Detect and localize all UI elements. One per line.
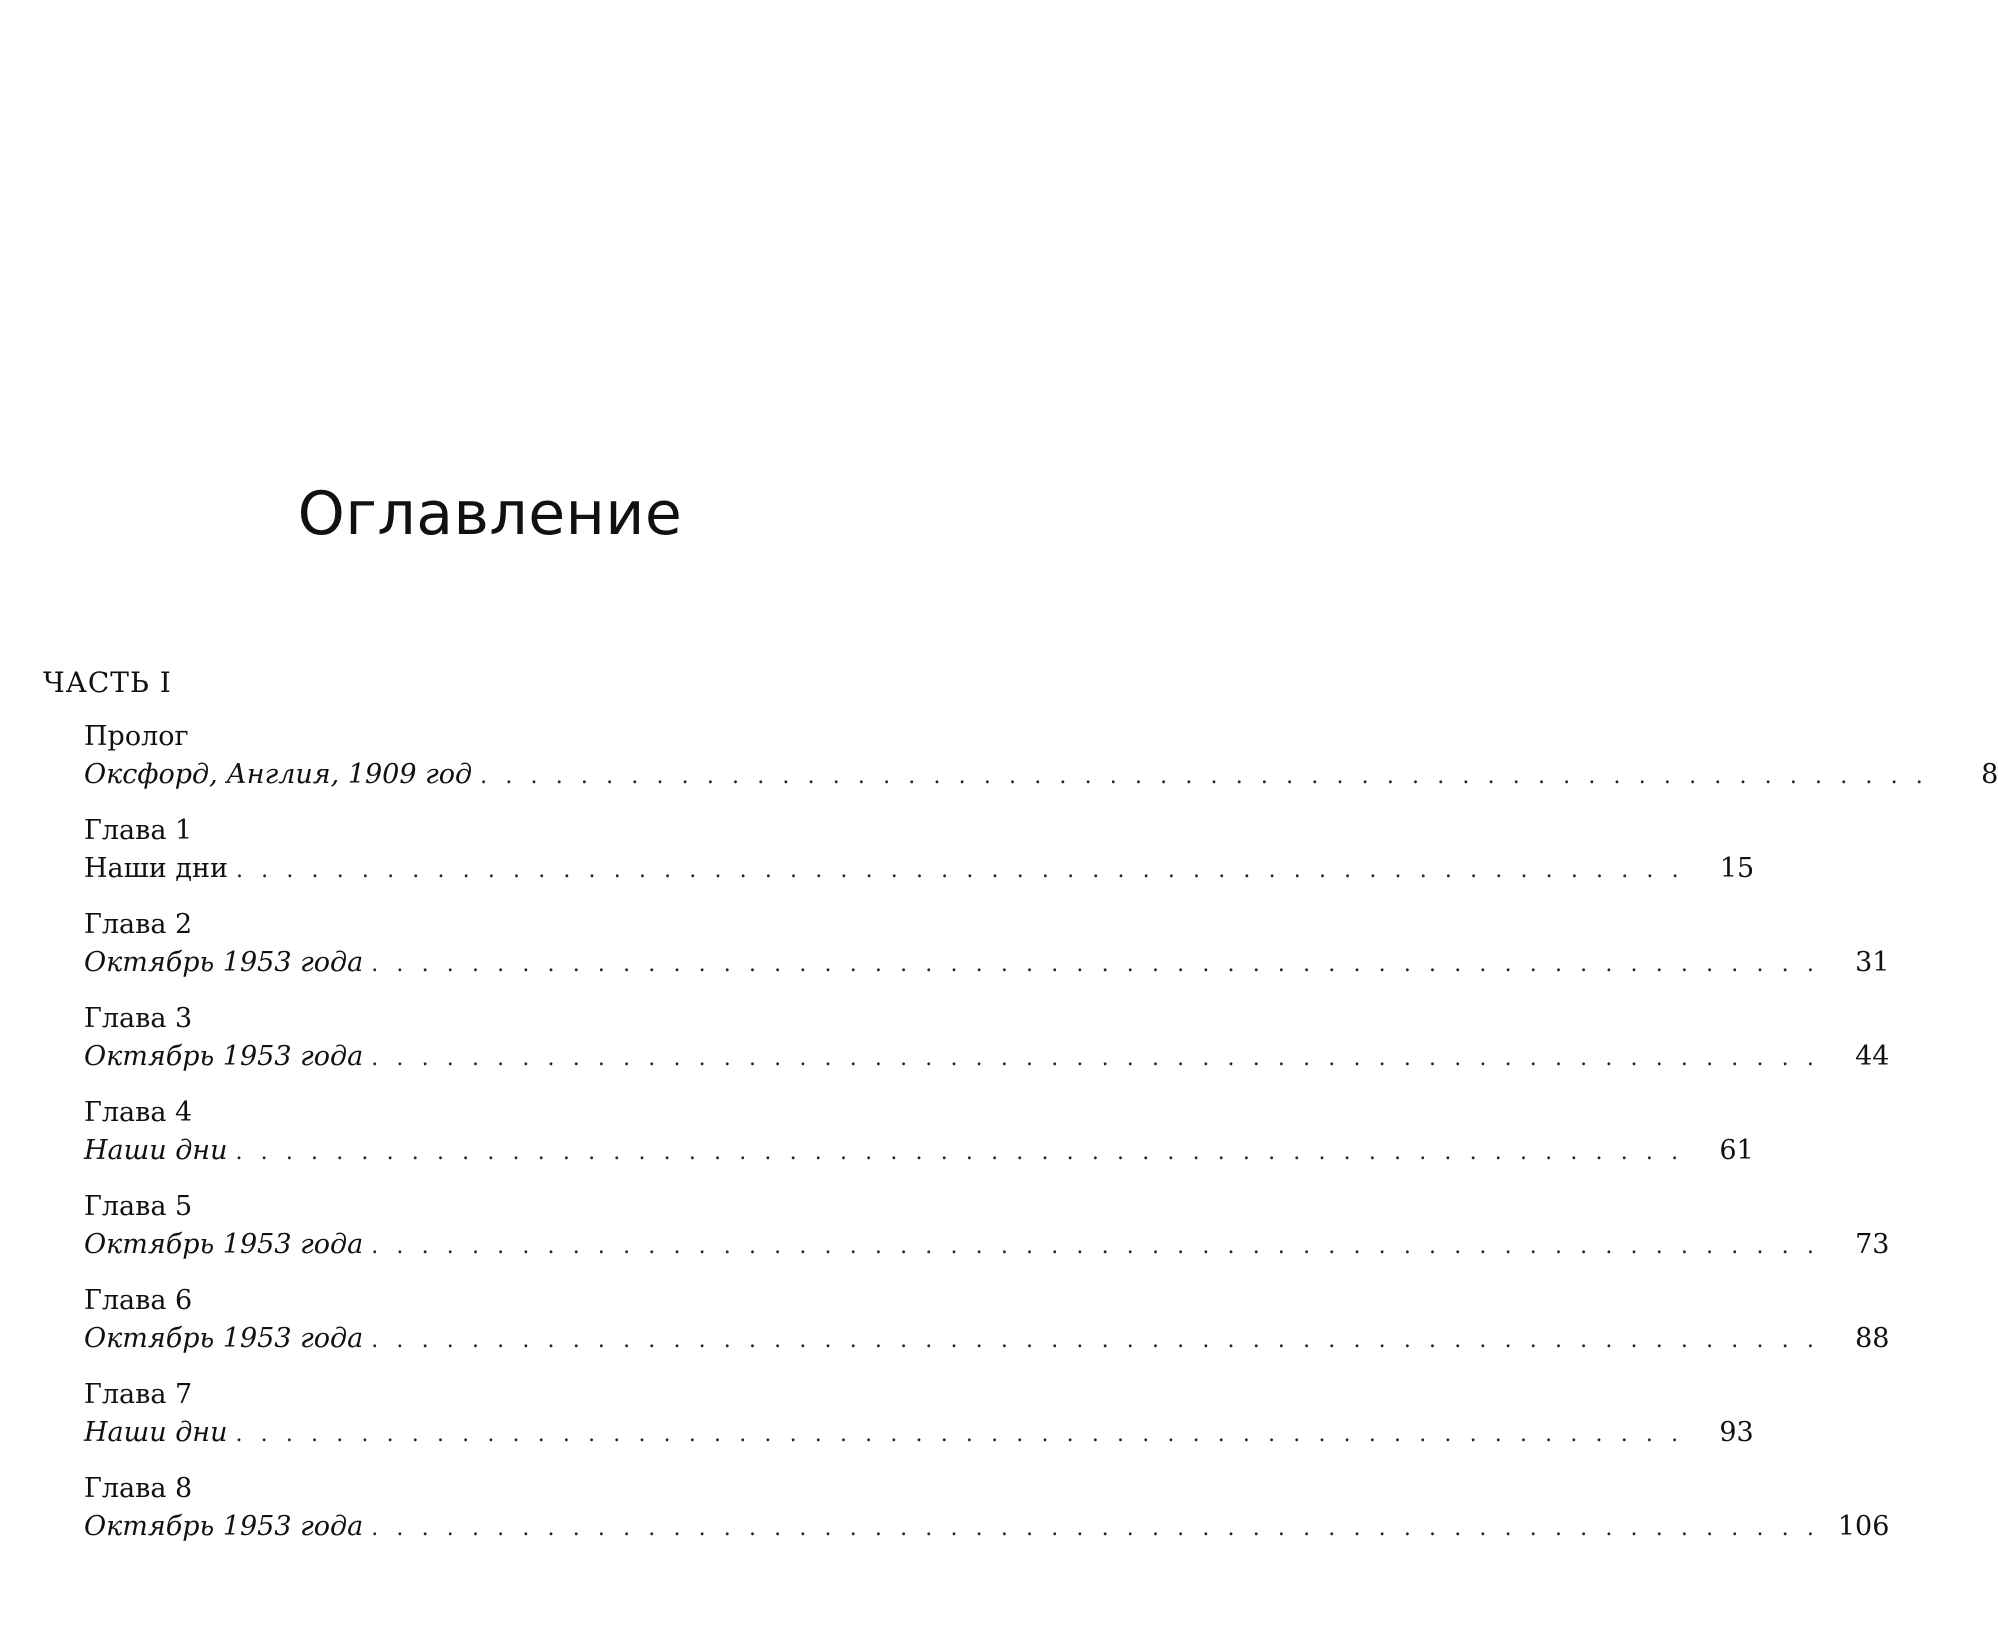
dot-leader: . . . . . . . . . . . . . . . . . . . . . . . . . . . . . . . . . . . . . . . . . . . . . . . . . . . . . . . . . . bbox=[371, 1234, 1820, 1259]
chapter-label: Глава 1 bbox=[84, 815, 193, 846]
chapter-label: Пролог bbox=[84, 721, 189, 752]
page-number: 93 bbox=[1719, 1417, 1754, 1448]
chapter-subtitle: Октябрь 1953 года bbox=[84, 1041, 364, 1072]
dot-leader: . . . . . . . . . . . . . . . . . . . . . . . . . . . . . . . . . . . . . . . . . . . . . . . . . . . . . . . . . . bbox=[371, 1516, 1820, 1541]
toc-entry-chapter-1[interactable] bbox=[84, 813, 1755, 907]
table-of-contents bbox=[84, 719, 1998, 1565]
chapter-label: Глава 2 bbox=[84, 909, 193, 940]
toc-entry-chapter-2[interactable] bbox=[84, 907, 1890, 1001]
toc-entry-chapter-6[interactable] bbox=[84, 1283, 1890, 1377]
chapter-label: Глава 6 bbox=[84, 1285, 193, 1316]
page-number: 15 bbox=[1719, 853, 1755, 884]
toc-row bbox=[84, 1225, 1890, 1265]
page-number: 73 bbox=[1855, 1229, 1890, 1260]
page-number: 31 bbox=[1855, 947, 1890, 978]
dot-leader: . . . . . . . . . . . . . . . . . . . . . . . . . . . . . . . . . . . . . . . . . . . . . . . . . . . . . . . . . . bbox=[235, 858, 1685, 883]
toc-entry-chapter-7[interactable] bbox=[84, 1377, 1754, 1471]
page-number: 88 bbox=[1855, 1323, 1890, 1354]
chapter-label: Глава 5 bbox=[84, 1191, 193, 1222]
toc-row bbox=[84, 1413, 1754, 1453]
page-number: 8 bbox=[1981, 759, 1998, 790]
chapter-label: Глава 3 bbox=[84, 1003, 193, 1034]
chapter-subtitle: Наши дни bbox=[84, 853, 228, 884]
toc-row bbox=[84, 849, 1755, 889]
dot-leader: . . . . . . . . . . . . . . . . . . . . . . . . . . . . . . . . . . . . . . . . . . . . . . . . . . . . . . . . . . bbox=[371, 1046, 1820, 1071]
chapter-label: Глава 8 bbox=[84, 1473, 193, 1504]
dot-leader: . . . . . . . . . . . . . . . . . . . . . . . . . . . . . . . . . . . . . . . . . . . . . . . . . . . . . . . . . . bbox=[235, 1422, 1684, 1447]
toc-row bbox=[84, 943, 1890, 983]
dot-leader: . . . . . . . . . . . . . . . . . . . . . . . . . . . . . . . . . . . . . . . . . . . . . . . . . . . . . . . . . . bbox=[480, 764, 1929, 789]
chapter-subtitle: Октябрь 1953 года bbox=[84, 1229, 364, 1260]
dot-leader: . . . . . . . . . . . . . . . . . . . . . . . . . . . . . . . . . . . . . . . . . . . . . . . . . . . . . . . . . . bbox=[235, 1140, 1684, 1165]
toc-entry-chapter-3[interactable] bbox=[84, 1001, 1890, 1095]
toc-row bbox=[84, 755, 1998, 795]
toc-entry-chapter-4[interactable] bbox=[84, 1095, 1754, 1189]
toc-entry-chapter-8[interactable] bbox=[84, 1471, 1890, 1565]
dot-leader: . . . . . . . . . . . . . . . . . . . . . . . . . . . . . . . . . . . . . . . . . . . . . . . . . . . . . . . . . . bbox=[371, 1328, 1820, 1353]
toc-row bbox=[84, 1131, 1754, 1171]
part-label: ЧАСТЬ I bbox=[43, 666, 172, 699]
page-title: Оглавление bbox=[297, 479, 683, 549]
toc-entry-prologue[interactable] bbox=[84, 719, 1998, 813]
chapter-subtitle: Октябрь 1953 года bbox=[84, 1511, 364, 1542]
chapter-subtitle: Октябрь 1953 года bbox=[84, 1323, 364, 1354]
page-number: 44 bbox=[1855, 1041, 1890, 1072]
chapter-subtitle: Октябрь 1953 года bbox=[84, 947, 364, 978]
chapter-subtitle: Наши дни bbox=[84, 1135, 228, 1166]
chapter-subtitle: Оксфорд, Англия, 1909 год bbox=[84, 759, 473, 790]
page-number: 61 bbox=[1719, 1135, 1754, 1166]
dot-leader: . . . . . . . . . . . . . . . . . . . . . . . . . . . . . . . . . . . . . . . . . . . . . . . . . . . . . . . . . . bbox=[371, 952, 1820, 977]
toc-entry-chapter-5[interactable] bbox=[84, 1189, 1890, 1283]
chapter-label: Глава 7 bbox=[84, 1379, 193, 1410]
toc-row bbox=[84, 1319, 1890, 1359]
page-number: 106 bbox=[1837, 1511, 1890, 1542]
toc-row bbox=[84, 1037, 1890, 1077]
chapter-label: Глава 4 bbox=[84, 1097, 193, 1128]
toc-row bbox=[84, 1507, 1890, 1547]
chapter-subtitle: Наши дни bbox=[84, 1417, 228, 1448]
